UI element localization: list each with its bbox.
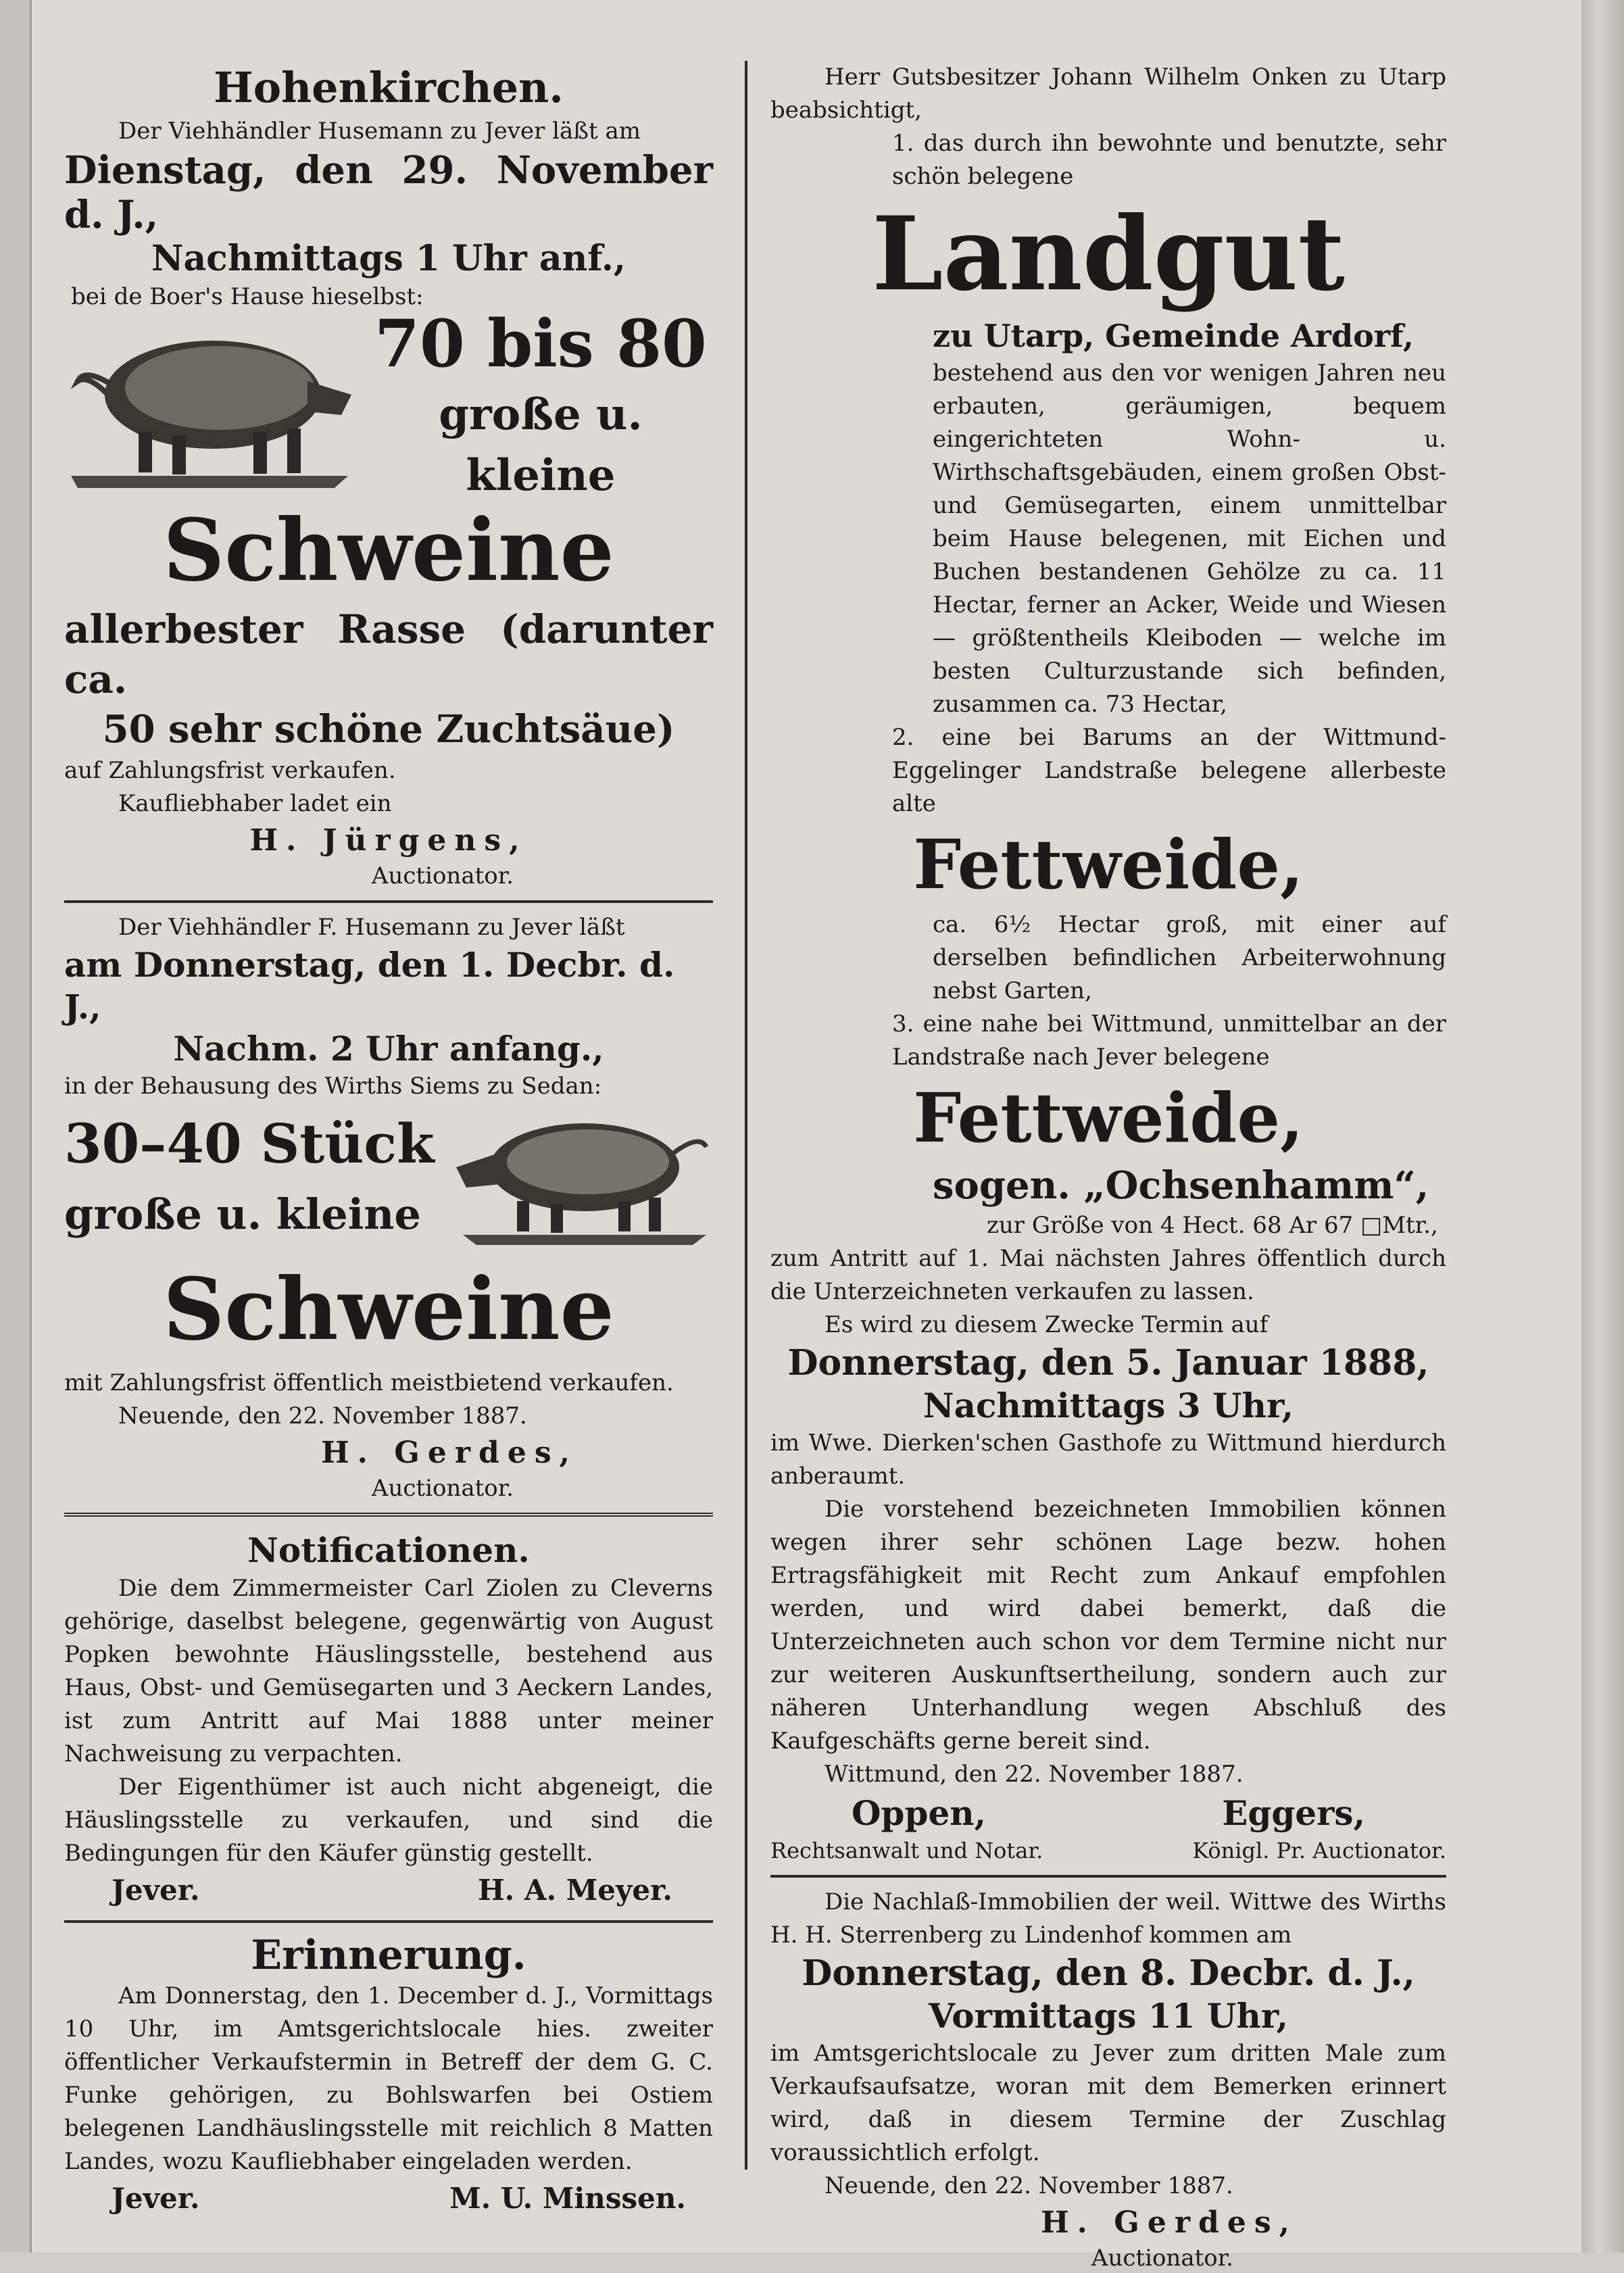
ad-nachlass bbox=[770, 1886, 1446, 2273]
ad-signer: Oppen, bbox=[852, 1793, 987, 1833]
ad-divider bbox=[64, 1920, 713, 1923]
ad-time: Nachm. 2 Uhr anfang., bbox=[173, 1029, 604, 1069]
ad-location: zu Utarp, Gemeinde Ardorf, bbox=[933, 318, 1414, 354]
ad-signature bbox=[770, 1791, 1446, 1836]
ad-title: Fettweide, bbox=[913, 825, 1304, 904]
ad-count: 30–40 Stück bbox=[64, 1112, 435, 1175]
ad-signer: H. A. Meyer. bbox=[478, 1874, 672, 1907]
ad-signer-title: Auctionator. bbox=[371, 862, 514, 889]
ad-text: Der Viehhändler F. Husemann zu Jever läßt bbox=[118, 914, 625, 941]
ad-item: 2. eine bei Barums an der Wittmund-Eggelinger Landstraße belegene allerbeste alte bbox=[892, 724, 1446, 817]
ad-signature bbox=[64, 1870, 713, 1911]
ad-venue: im Wwe. Dierken'schen Gasthofe zu Wittmund hierdurch anberaumt. bbox=[770, 1429, 1446, 1490]
ad-signer: Eggers, bbox=[1222, 1793, 1365, 1833]
ad-erinnerung bbox=[64, 1931, 713, 2219]
ad-divider bbox=[770, 1875, 1446, 1878]
ad-landgut bbox=[770, 61, 1446, 1865]
ad-intro: Die Nachlaß-Immobilien der weil. Wittwe des Wirths H. H. Sterrenberg zu Lindenhof kommen am bbox=[770, 1888, 1446, 1949]
ad-time: Nachmittags 1 Uhr anf., bbox=[151, 238, 626, 279]
ad-place: in der Behausung des Wirths Siems zu Sedan: bbox=[64, 1073, 602, 1100]
ad-date: am Donnerstag, den 1. Decbr. d. J., bbox=[64, 945, 675, 1027]
ad-signer-title: Rechtsanwalt und Notar. bbox=[770, 1838, 1043, 1863]
ad-quality-2: 50 sehr schöne Zuchtsäue) bbox=[102, 707, 675, 752]
ad-paragraph: Am Donnerstag, den 1. December d. J., Vormittags 10 Uhr, im Amtsgerichtslocale hies. zweiter öffentlicher Verkaufstermin in Betreff der dem G. C. Funke gehörigen, zu Bohlswarfen bei Ostiem belegenen Landhäuslingsstelle mit reichlich 8 Matten Landes, wozu Kaufliebhaber eingeladen werden. bbox=[64, 1982, 713, 2175]
pig-illustration bbox=[64, 320, 355, 489]
ad-termin: Es wird zu diesem Zwecke Termin auf bbox=[825, 1311, 1269, 1338]
ad-divider bbox=[64, 900, 713, 903]
ad-heading: Hohenkirchen. bbox=[214, 63, 564, 112]
ad-paragraph: Der Eigenthümer ist auch nicht abgeneigt, die Häuslingsstelle zu verkaufen, und sind die Bedingungen für den Käufer günstig gestellt. bbox=[64, 1774, 713, 1867]
ad-place: Jever. bbox=[112, 1874, 200, 1907]
ad-pig-row bbox=[64, 305, 713, 501]
ad-count-block bbox=[64, 1106, 449, 1248]
ad-notificationen bbox=[64, 1529, 713, 1911]
ad-terms: mit Zahlungsfrist öffentlich meistbietend verkaufen. bbox=[64, 1369, 674, 1396]
ad-signer: H. Jürgens, bbox=[249, 823, 528, 858]
ad-size: große u. kleine bbox=[439, 389, 643, 501]
ad-signature bbox=[64, 2178, 713, 2219]
ad-place: bei de Boer's Hause hieselbst: bbox=[71, 283, 424, 310]
ad-signer-title: Königl. Pr. Auctionator. bbox=[1192, 1838, 1446, 1863]
ad-dateline: Neuende, den 22. November 1887. bbox=[118, 1402, 527, 1429]
ad-item: 3. eine nahe bei Wittmund, unmittelbar an der Landstraße nach Jever belegene bbox=[892, 1010, 1446, 1071]
right-column bbox=[770, 61, 1446, 2273]
ad-product: Schweine bbox=[163, 1259, 614, 1359]
ad-recommend: Die vorstehend bezeichneten Immobilien können wegen ihrer sehr schönen Lage bezw. hohen Ertragsfähigkeit mit Recht zum Ankauf empfohlen werden, und wird dabei bemerkt, daß die Unterzeichneten auch schon vor dem Termine nicht nur zur weiteren Auskunftsertheilung, sondern auch zur näheren Unterhandlung wegen Abschluß des Kaufgeschäfts gerne bereit sind. bbox=[770, 1496, 1446, 1755]
ad-invite: Kaufliebhaber ladet ein bbox=[118, 790, 392, 817]
ad-product: Schweine bbox=[163, 500, 614, 600]
ad-dateline: Neuende, den 22. November 1887. bbox=[825, 2172, 1233, 2199]
ad-count: 70 bis 80 bbox=[374, 305, 707, 382]
ad-quality: allerbester Rasse (darunter ca. bbox=[64, 606, 713, 702]
ad-time: Nachmittags 3 Uhr, bbox=[922, 1386, 1294, 1425]
ad-date: Donnerstag, den 8. Decbr. d. J., bbox=[802, 1953, 1415, 1994]
ad-signer-titles bbox=[770, 1836, 1446, 1865]
ad-description: ca. 6½ Hectar groß, mit einer auf derselben befindlichen Arbeiterwohnung nebst Garten, bbox=[933, 911, 1446, 1004]
ad-heading: Erinnerung. bbox=[251, 1932, 526, 1979]
ad-heading: Notificationen. bbox=[247, 1530, 530, 1570]
ad-signer: M. U. Minssen. bbox=[449, 2182, 686, 2215]
ad-divider bbox=[64, 1513, 713, 1521]
ad-hohenkirchen bbox=[64, 61, 713, 891]
ad-pig-row-2 bbox=[64, 1103, 713, 1252]
ad-time: Vormittags 11 Uhr, bbox=[929, 1996, 1288, 2036]
ad-signer: H. Gerdes, bbox=[1041, 2205, 1298, 2240]
left-column bbox=[64, 61, 713, 2219]
ad-item: 1. das durch ihn bewohnte und benutzte, sehr schön belegene bbox=[892, 130, 1446, 190]
page-right-edge bbox=[1581, 0, 1624, 2253]
ad-count-block bbox=[355, 303, 713, 506]
ad-terms: auf Zahlungsfrist verkaufen. bbox=[64, 757, 396, 784]
ad-date: Donnerstag, den 5. Januar 1888, bbox=[787, 1342, 1429, 1384]
ad-body: im Amtsgerichtslocale zu Jever zum dritten Male zum Verkaufsaufsatze, woran mit dem Bemerken erinnert wird, daß in diesem Termine der Zuschlag voraussichtlich erfolgt. bbox=[770, 2040, 1446, 2166]
ad-description: bestehend aus den vor wenigen Jahren neu erbauten, geräumigen, bequem eingerichteten Wohn- u. Wirthschaftsgebäuden, einem großen Obst- und Gemüsegarten, einem unmittelbar beim Hause belegenen, mit Eichen und Buchen bestandenen Gehölze zu ca. 11 Hectar, ferner an Acker, Weide und Wiesen — größtentheils Kleiboden — welche im besten Culturzustande sich befinden, zusammen ca. 73 Hectar, bbox=[933, 360, 1446, 718]
ad-date: Dienstag, den 29. November d. J., bbox=[64, 148, 713, 237]
ad-dateline: Wittmund, den 22. November 1887. bbox=[825, 1761, 1244, 1788]
ad-paragraph: Die dem Zimmermeister Carl Ziolen zu Cleverns gehörige, daselbst belegene, gegenwärtig von August Popken bewohnte Häuslingsstelle, bestehend aus Haus, Obst- und Gemüsegarten und 3 Aeckern Landes, ist zum Antritt auf Mai 1888 unter meiner Nachweisung zu verpachten. bbox=[64, 1575, 713, 1767]
ad-title: Fettweide, bbox=[913, 1078, 1304, 1158]
ad-signer: H. Gerdes, bbox=[321, 1436, 578, 1470]
ad-description: zur Größe von 4 Hect. 68 Ar 67 □Mtr., bbox=[987, 1212, 1438, 1239]
ad-husemann bbox=[64, 911, 713, 1503]
ad-signer-title: Auctionator. bbox=[1091, 2245, 1234, 2272]
pig-illustration bbox=[449, 1106, 713, 1248]
ad-offer: zum Antritt auf 1. Mai nächsten Jahres öffentlich durch die Unterzeichneten verkaufen zu lassen. bbox=[770, 1245, 1446, 1305]
column-divider bbox=[745, 61, 747, 2170]
ad-size: große u. kleine bbox=[64, 1190, 421, 1239]
ad-signer-title: Auctionator. bbox=[371, 1475, 514, 1502]
page-left-edge bbox=[0, 0, 32, 2253]
ad-place: Jever. bbox=[112, 2182, 200, 2215]
ad-title: Landgut bbox=[872, 195, 1345, 314]
ad-text: Der Viehhändler Husemann zu Jever läßt am bbox=[118, 118, 641, 145]
ad-name: sogen. „Ochsenhamm“, bbox=[933, 1163, 1429, 1208]
ad-intro: Herr Gutsbesitzer Johann Wilhelm Onken zu Utarp beabsichtigt, bbox=[770, 64, 1446, 124]
